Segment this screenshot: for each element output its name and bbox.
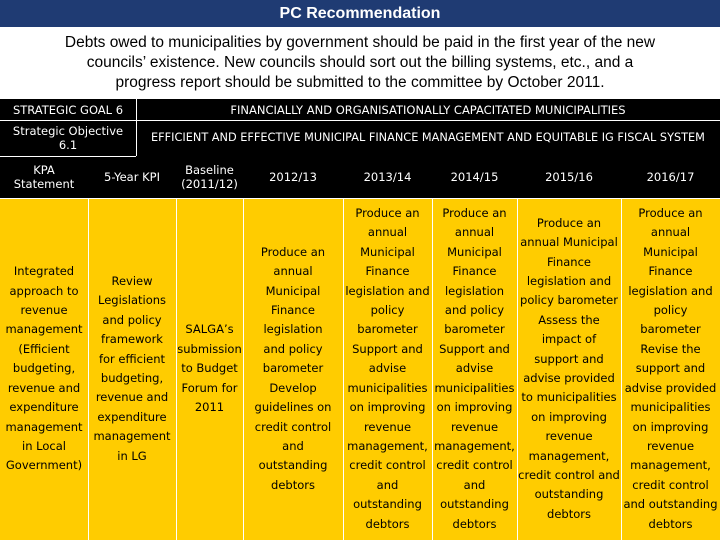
table-divider [621,198,622,540]
column-header-kpi: 5-Year KPI [88,156,176,198]
table-divider [0,120,720,121]
table-divider [136,99,137,156]
slide-title: PC Recommendation [0,0,720,27]
strategic-objective-value: EFFICIENT AND EFFECTIVE MUNICIPAL FINANCE MANAGEMENT AND EQUITABLE IG FISCAL SYSTEM [136,120,720,156]
table-divider [343,198,344,540]
column-header-2013-14: 2013/14 [343,156,432,198]
target-2016-17-cell: Produce an annual Municipal Finance legislation and policy barometer Revise the support and advise provided municipalities on improving revenue management, credit control and outstanding debtors [621,198,720,540]
target-2013-14-cell: Produce an annual Municipal Finance legislation and policy barometer Support and advise municipalities on improving revenue management, credit control and outstanding debtors [343,198,432,540]
recommendation-line-3: progress report should be submitted to the committee by October 2011. [115,74,605,91]
recommendation-line-1: Debts owed to municipalities by government should be paid in the first year of the new [64,34,656,51]
column-header-kpa: KPA Statement [0,156,88,198]
baseline-cell: SALGA’s submission to Budget Forum for 2011 [176,198,243,540]
column-header-2015-16: 2015/16 [517,156,621,198]
recommendation-text [4,33,716,93]
table-divider [517,198,518,540]
column-header-baseline: Baseline (2011/12) [176,156,243,198]
kpi-cell: Review Legislations and policy framework for efficient budgeting, revenue and expenditure management in LG [88,198,176,540]
strategic-objective-label: Strategic Objective 6.1 [0,120,136,156]
table-divider [0,156,136,157]
column-header-2014-15: 2014/15 [432,156,517,198]
target-2012-13-cell: Produce an annual Municipal Finance legislation and policy barometer Develop guidelines on credit control and outstanding debtors [243,198,343,540]
recommendation-line-2: councils’ existence. New councils should sort out the billing systems, etc., and a [86,54,634,71]
table-divider [432,198,433,540]
column-header-2016-17: 2016/17 [621,156,720,198]
table-divider [243,198,244,540]
column-header-2012-13: 2012/13 [243,156,343,198]
kpa-statement-cell: Integrated approach to revenue management (Efficient budgeting, revenue and expenditure management in Local Government) [0,198,88,540]
strategic-goal-table [0,99,720,540]
table-divider [88,198,89,540]
strategic-goal-label: STRATEGIC GOAL 6 [0,99,136,120]
target-2015-16-cell: Produce an annual Municipal Finance legislation and policy barometer Assess the impact of support and advise provided to municipalities on improving revenue management, credit control and outstanding debtors [517,198,621,540]
table-divider [176,198,177,540]
table-divider [0,198,720,199]
target-2014-15-cell: Produce an annual Municipal Finance legislation and policy barometer Support and advise municipalities on improving revenue management, credit control and outstanding debtors [432,198,517,540]
strategic-goal-value: FINANCIALLY AND ORGANISATIONALLY CAPACITATED MUNICIPALITIES [136,99,720,120]
